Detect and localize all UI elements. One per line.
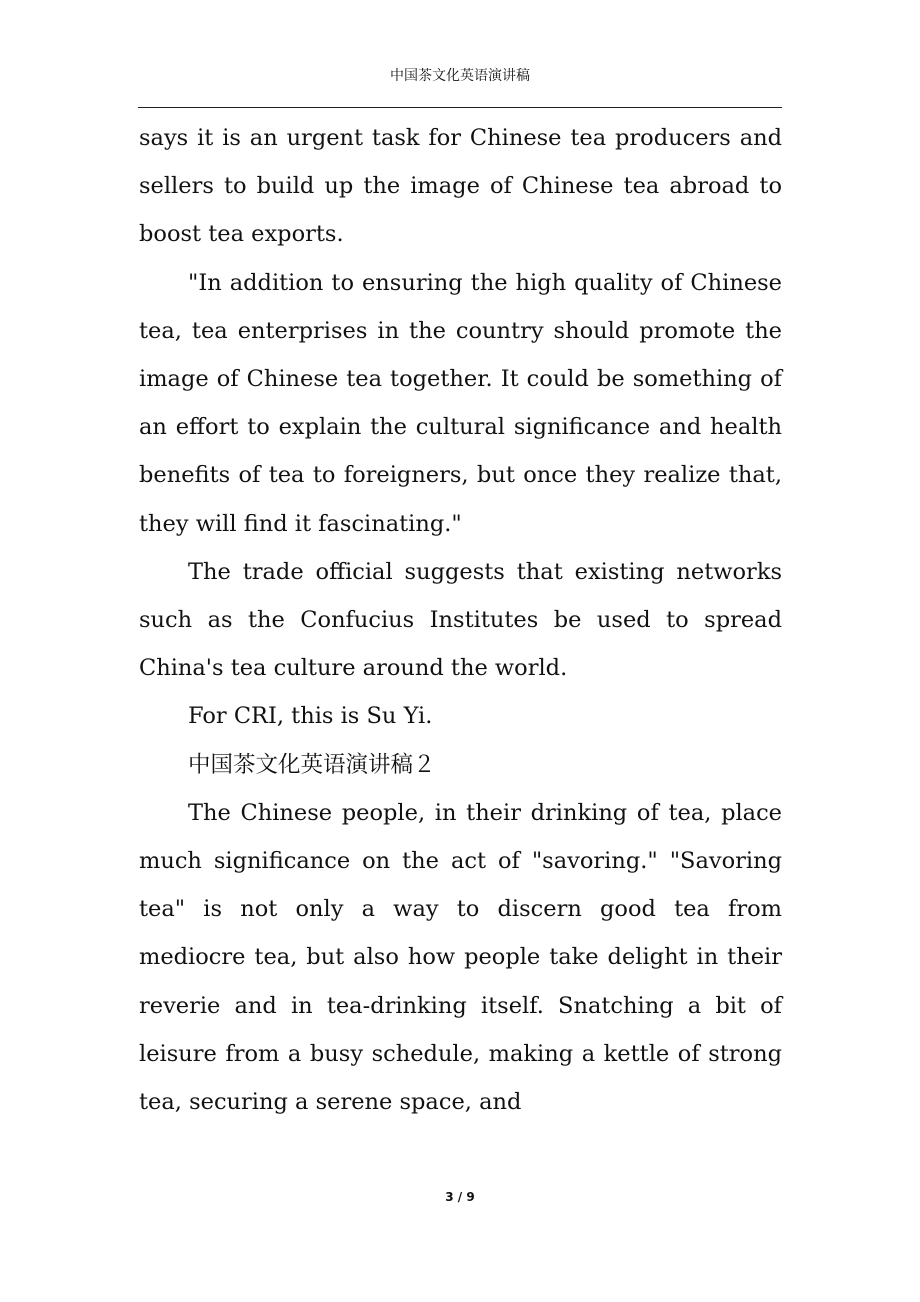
section-heading: 中国茶文化英语演讲稿２ <box>188 751 436 778</box>
page-number: 3 / 9 <box>445 1190 475 1204</box>
paragraph-quote: "In addition to ensuring the high quality of Chinese tea, tea enterprises in the country should promote the image of Chinese tea together. It could be something of an effort to explain the cultural significance and health benefits of tea to foreigners, but once they realize that, they will find it fascinating." <box>139 269 782 537</box>
paragraph-trade-official: The trade official suggests that existing networks such as the Confucius Institutes be used to spread China's tea culture around the world. <box>139 558 782 682</box>
paragraph-signoff: For CRI, this is Su Yi. <box>188 703 433 730</box>
header-divider <box>138 107 782 108</box>
paragraph-continuation: says it is an urgent task for Chinese tea producers and sellers to build up the image of Chinese tea abroad to boost tea exports. <box>139 125 782 248</box>
page-header: 中国茶文化英语演讲稿 <box>390 68 530 84</box>
document-body <box>139 114 782 1126</box>
paragraph-savoring-tea: The Chinese people, in their drinking of tea, place much significance on the act of "savoring." "Savoring tea" is not only a way to discern good tea from mediocre tea, but also how people take delight in their reverie and in tea-drinking itself. Snatching a bit of leisure from a busy schedule, making a kettle of strong tea, securing a serene space, and <box>139 799 782 1116</box>
